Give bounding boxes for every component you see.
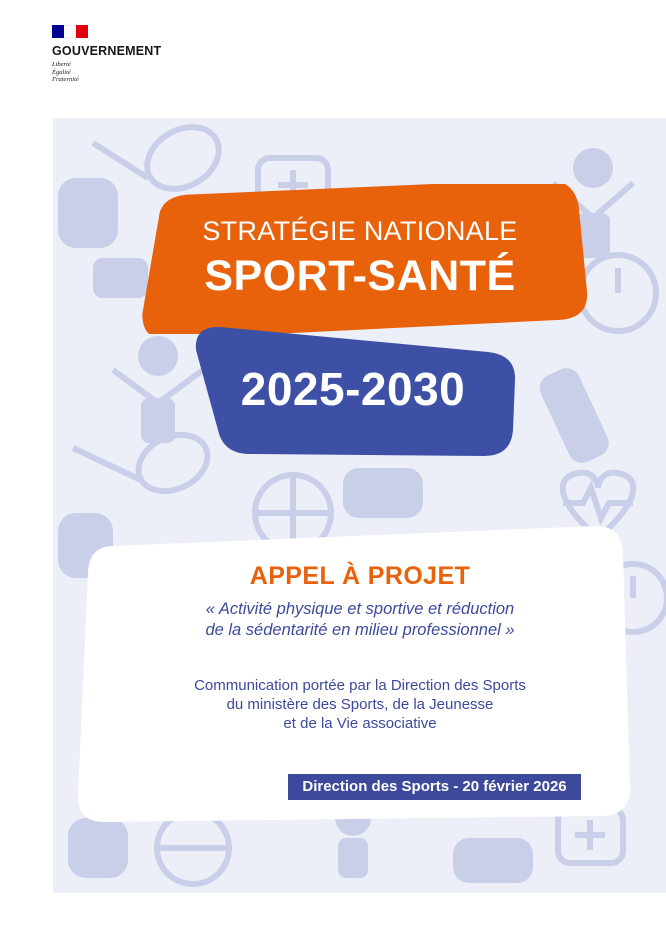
strategy-years: 2025-2030 bbox=[240, 363, 466, 415]
call-for-projects-title: APPEL À PROJET bbox=[249, 562, 471, 590]
motto-liberte: Liberté bbox=[52, 61, 71, 68]
sneaker-icon bbox=[453, 838, 533, 883]
date-badge: Direction des Sports - 20 février 2026 bbox=[288, 774, 581, 800]
motto-fraternite: Fraternité bbox=[52, 76, 79, 83]
banner-title-line2: SPORT-SANTÉ bbox=[204, 252, 516, 300]
banner-title-line1: STRATÉGIE NATIONALE bbox=[202, 216, 518, 246]
motto-egalite: Égalité bbox=[52, 68, 71, 76]
glove-icon bbox=[68, 818, 128, 878]
project-subtitle-line1: « Activité physique et sportive et réduction bbox=[205, 600, 515, 618]
sneaker-icon bbox=[343, 468, 423, 518]
glove-icon bbox=[58, 178, 118, 248]
government-logo bbox=[52, 25, 192, 84]
stopwatch-icon bbox=[580, 255, 656, 331]
government-title: GOUVERNEMENT bbox=[52, 44, 162, 58]
project-subtitle-line2: de la sédentarité en milieu professionnel » bbox=[205, 621, 515, 639]
water-bottle-icon bbox=[535, 364, 613, 468]
communication-line3: et de la Vie associative bbox=[283, 715, 437, 732]
communication-text bbox=[90, 676, 630, 733]
republic-motto bbox=[52, 61, 192, 84]
communication-line2: du ministère des Sports, de la Jeunesse bbox=[226, 696, 494, 713]
french-flag-icon bbox=[52, 25, 88, 38]
project-subtitle bbox=[90, 599, 630, 641]
communication-line1: Communication portée par la Direction des Sports bbox=[194, 677, 526, 694]
